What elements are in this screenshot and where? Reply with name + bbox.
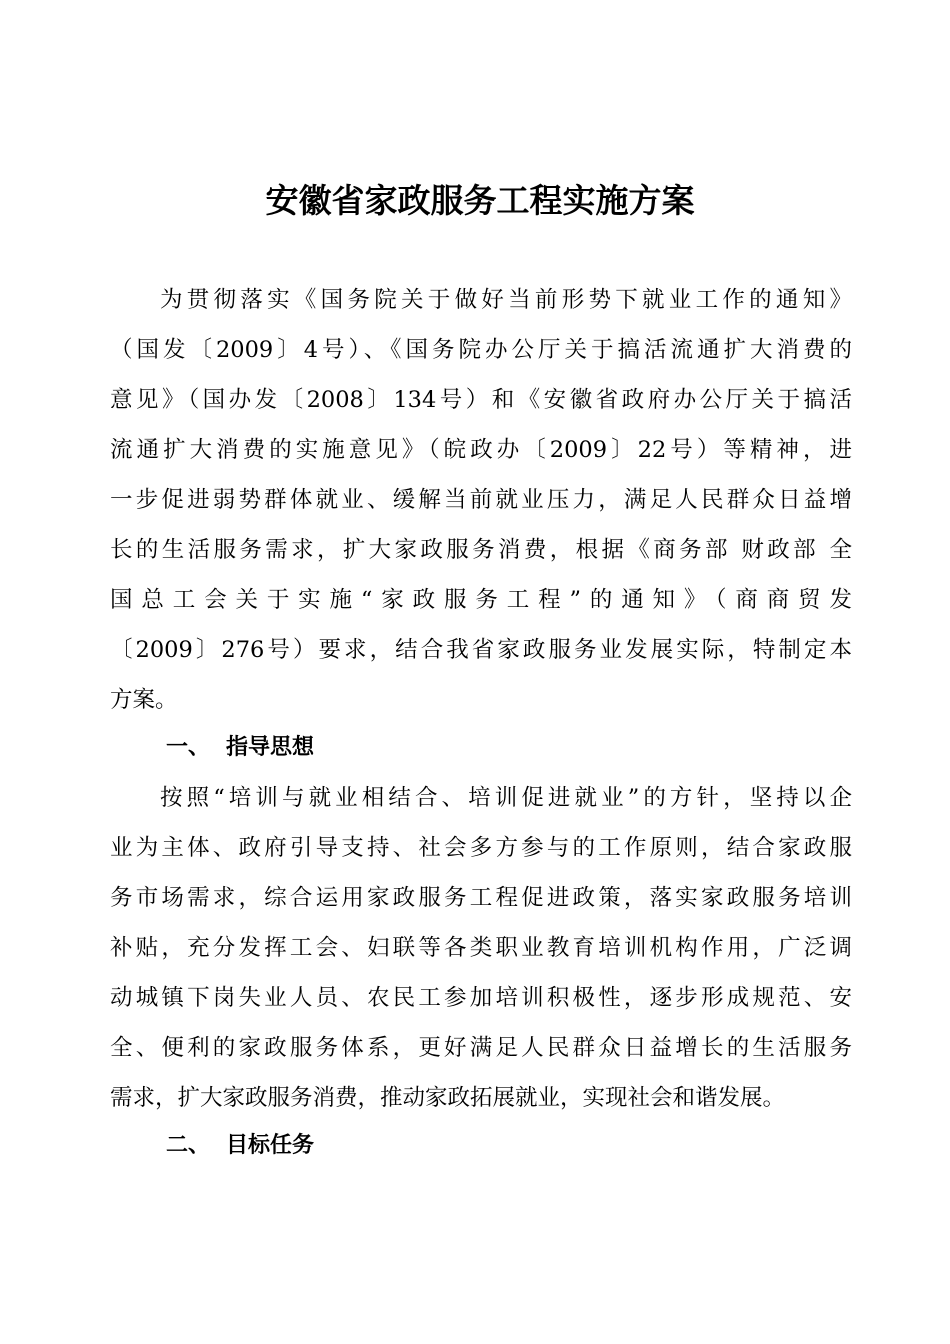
- section1-line: 动城镇下岗失业人员、农民工参加培训积极性，逐步形成规范、安: [110, 985, 852, 1011]
- intro-line: 〔2009〕276号）要求，结合我省家政服务业发展实际，特制定本: [110, 637, 852, 663]
- intro-line: 方案。: [110, 687, 178, 713]
- intro-line: （国发〔2009〕4号）、《国务院办公厅关于搞活流通扩大消费的: [110, 337, 852, 363]
- intro-line: 长的生活服务需求，扩大家政服务消费，根据《商务部 财政部 全: [110, 537, 852, 563]
- section-title: 指导思想: [226, 735, 315, 760]
- intro-line: 国总工会关于实施“家政服务工程”的通知》（商商贸发: [110, 587, 852, 613]
- intro-line: 流通扩大消费的实施意见》（皖政办〔2009〕22号）等精神，进: [110, 437, 852, 463]
- section1-line: 务市场需求，综合运用家政服务工程促进政策，落实家政服务培训: [110, 885, 852, 911]
- document-title: 安徽省家政服务工程实施方案: [265, 181, 695, 220]
- intro-line: 为贯彻落实《国务院关于做好当前形势下就业工作的通知》: [160, 287, 852, 313]
- section1-line: 业为主体、政府引导支持、社会多方参与的工作原则，结合家政服: [110, 835, 852, 861]
- section-heading-goals: [166, 1120, 314, 1172]
- section1-line: 需求，扩大家政服务消费，推动家政拓展就业，实现社会和谐发展。: [110, 1085, 786, 1111]
- section1-line: 按照“培训与就业相结合、培训促进就业”的方针，坚持以企: [160, 785, 852, 811]
- section-heading-guiding-principle: [166, 722, 314, 774]
- section1-line: 补贴，充分发挥工会、妇联等各类职业教育培训机构作用，广泛调: [110, 935, 852, 961]
- section-title: 目标任务: [226, 1133, 315, 1158]
- section1-line: 全、便利的家政服务体系，更好满足人民群众日益增长的生活服务: [110, 1035, 852, 1061]
- section-number: 二、: [166, 1133, 211, 1158]
- intro-line: 一步促进弱势群体就业、缓解当前就业压力，满足人民群众日益增: [110, 487, 852, 513]
- intro-line: 意见》（国办发〔2008〕134号）和《安徽省政府办公厅关于搞活: [110, 387, 852, 413]
- section-number: 一、: [166, 735, 211, 760]
